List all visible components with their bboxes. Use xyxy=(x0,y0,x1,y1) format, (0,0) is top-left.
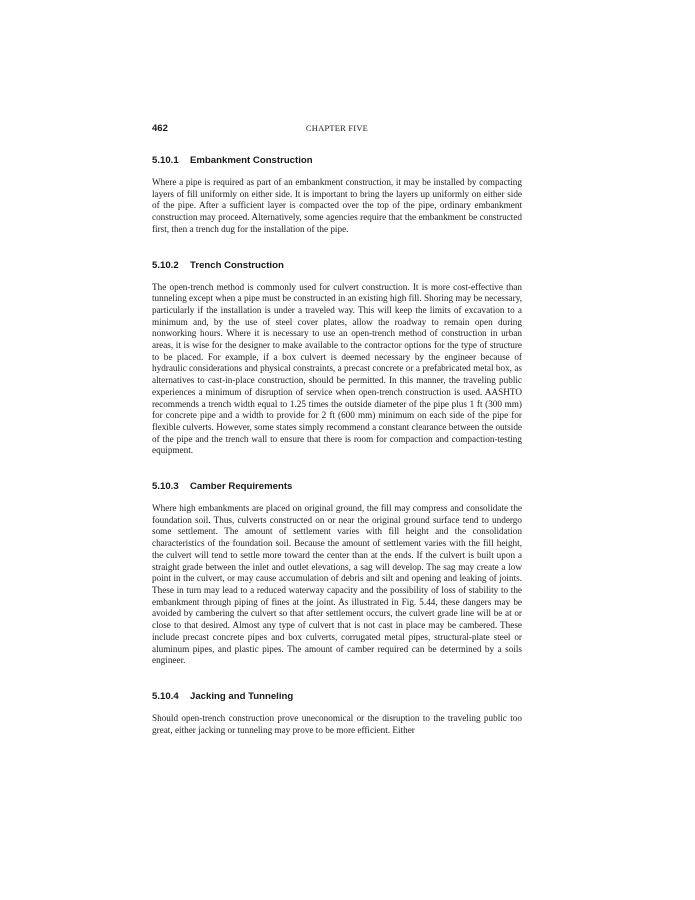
section-title: Trench Construction xyxy=(190,259,284,271)
chapter-title: CHAPTER FIVE xyxy=(305,123,369,133)
section-paragraph: Where a pipe is required as part of an embankment construction, it may be installed by compacting layers of fill uniformly on either side. It is important to bring the layers up uniformly on either side of the pipe. After a sufficient layer is compacted over the top of the pipe, ordinary embankment construction may proceed. Alternatively, some agencies require that the embankment be constructed first, then a trench dug for the installation of the pipe. xyxy=(152,177,522,234)
section-number: 5.10.3 xyxy=(152,481,179,493)
section-number: 5.10.2 xyxy=(152,259,179,271)
section-jacking-and-tunneling xyxy=(152,691,522,736)
running-head xyxy=(152,123,522,137)
section-title: Embankment Construction xyxy=(190,155,313,166)
section-camber-requirements xyxy=(152,481,522,667)
section-paragraph: The open-trench method is commonly used for culvert construction. It is more cost-effective than tunneling except when a pipe must be constructed in an existing high fill. Shoring may be necessary, particularly if the installation is under a traveled way. This will keep the limits of excavation to a minimum and, by the use of steel cover plates, allow the roadway to remain open during nonworking hours. Where it is necessary to use an open-trench method of construction in urban areas, it is wise for the designer to make available to the contractor options for the type of structure to be placed. For example, if a box culvert is deemed necessary by the engineer because of hydraulic considerations and physical constraints, a precast concrete or a prefabricated metal box, as alternatives to cast-in-place construction, should be permitted. In this manner, the traveling public experiences a minimum of disruption of service when open-trench construction is used. AASHTO recommends a trench width equal to 1.25 times the outside diameter of the pipe plus 1 ft (300 mm) for concrete pipe and a width to provide for 2 ft (600 mm) minimum on each side of the pipe for flexible culverts. However, some states simply recommend a constant clearance between the outside of the pipe and the trench wall to ensure that there is room for compaction and compaction-testing equipment. xyxy=(152,281,522,456)
section-heading xyxy=(152,260,522,272)
section-paragraph: Where high embankments are placed on original ground, the fill may compress and consolidate the foundation soil. Thus, culverts constructed on or near the original ground surface tend to undergo some settlement. The amount of settlement varies with fill height and the consolidation characteristics of the foundation soil. Because the amount of settlement varies with the fill height, the culvert will tend to settle more toward the center than at the ends. If the culvert is built upon a straight grade between the inlet and outlet elevations, a sag will develop. The sag may create a low point in the culvert, or may cause accumulation of debris and silt and opening and leaking of joints. These in turn may lead to a reduced waterway capacity and the possibility of loss of stability to the embankment through piping of fines at the joint. As illustrated in Fig. 5.44, these dangers may be avoided by cambering the culvert so that after settlement occurs, the culvert grade line will be at or close to that desired. Almost any type of culvert that is not cast in place may be cambered. These include precast concrete pipes and box culverts, corrugated metal pipes, structural-plate steel or aluminum pipes, and plastic pipes. The amount of camber required can be determined by a soils engineer. xyxy=(152,503,522,666)
document-page xyxy=(152,123,522,760)
section-number: 5.10.1 xyxy=(152,155,179,166)
section-heading xyxy=(152,481,522,493)
section-embankment-construction xyxy=(152,155,522,236)
section-heading xyxy=(152,155,522,167)
section-number: 5.10.4 xyxy=(152,690,179,702)
section-trench-construction xyxy=(152,260,522,458)
section-paragraph: Should open-trench construction prove uneconomical or the disruption to the traveling public too great, either jacking or tunneling may prove to be more efficient. Either xyxy=(152,712,522,735)
section-title: Jacking and Tunneling xyxy=(190,690,294,702)
page-number: 462 xyxy=(152,123,168,134)
section-heading xyxy=(152,691,522,703)
section-title: Camber Requirements xyxy=(190,481,293,493)
